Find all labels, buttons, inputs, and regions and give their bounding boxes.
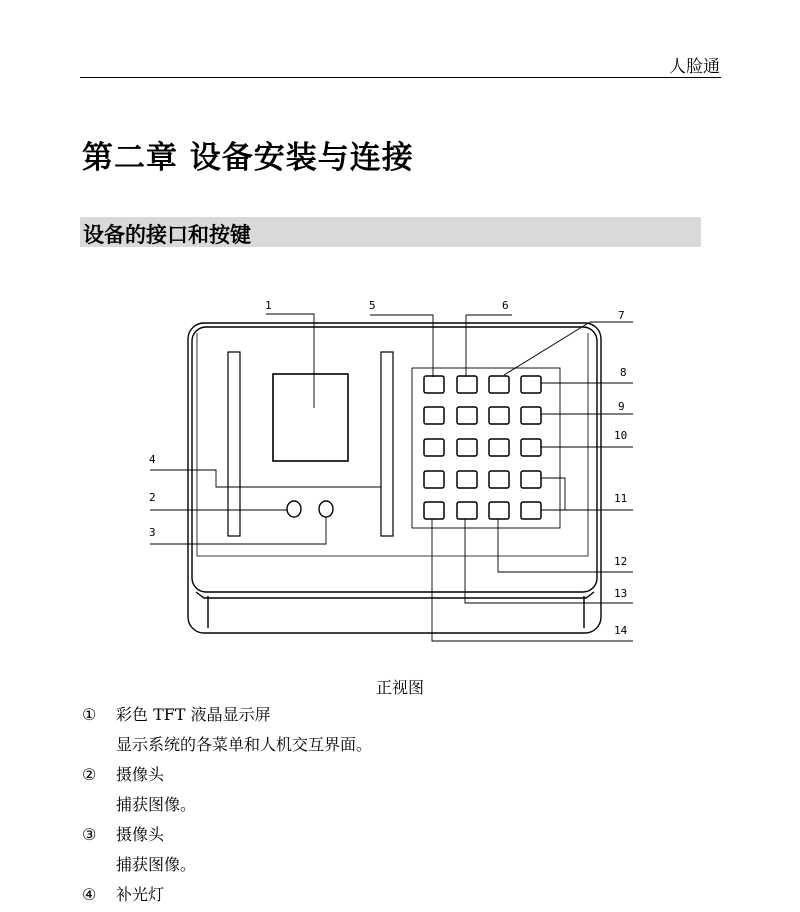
figure-caption: 正视图 <box>375 678 424 697</box>
item-description: 捕获图像。 <box>116 795 197 814</box>
key <box>424 407 444 424</box>
item-number: ② <box>82 765 97 784</box>
callout-9: 9 <box>618 400 625 413</box>
camera-right <box>319 501 333 517</box>
item-label: 摄像头 <box>116 825 165 844</box>
key <box>457 376 477 393</box>
callout-2: 2 <box>149 491 156 504</box>
key <box>489 376 509 393</box>
key <box>489 439 509 456</box>
key <box>457 407 477 424</box>
item-label: 彩色 TFT 液晶显示屏 <box>116 705 271 724</box>
item-description: 显示系统的各菜单和人机交互界面。 <box>116 735 373 754</box>
keypad-keys <box>424 376 541 519</box>
device-front-panel <box>192 327 597 592</box>
key <box>521 376 541 393</box>
callout-10: 10 <box>614 429 628 442</box>
callout-12: 12 <box>614 555 628 568</box>
callout-1: 1 <box>265 299 272 312</box>
key <box>424 471 444 488</box>
list-item <box>82 882 372 912</box>
item-description: 捕获图像。 <box>116 855 197 874</box>
callout-6: 6 <box>502 299 509 312</box>
item-label: 摄像头 <box>116 765 165 784</box>
key <box>489 407 509 424</box>
key <box>457 471 477 488</box>
list-item <box>82 762 372 792</box>
callout-14: 14 <box>614 624 628 637</box>
callout-5: 5 <box>369 299 376 312</box>
key <box>457 502 477 519</box>
key <box>521 407 541 424</box>
key <box>424 439 444 456</box>
key <box>521 502 541 519</box>
callout-8: 8 <box>620 366 627 379</box>
callout-13: 13 <box>614 587 628 600</box>
fill-light-right <box>381 352 393 536</box>
key <box>424 376 444 393</box>
callout-7: 7 <box>618 309 625 322</box>
key <box>521 471 541 488</box>
header-rule <box>80 77 721 78</box>
fill-light-left <box>228 352 240 536</box>
callout-11: 11 <box>614 492 628 505</box>
callout-3: 3 <box>149 526 156 539</box>
device-base <box>196 592 594 598</box>
key <box>489 502 509 519</box>
device-outer-body <box>188 323 601 633</box>
chapter-title: 第二章 设备安装与连接 <box>82 140 414 176</box>
tft-screen <box>273 374 348 461</box>
item-number: ④ <box>82 885 97 904</box>
section-bar <box>80 217 701 247</box>
list-item <box>82 702 372 732</box>
keypad-frame <box>412 368 560 528</box>
key <box>521 439 541 456</box>
header-title: 人脸通 <box>669 57 720 77</box>
device-front-view-diagram <box>0 290 800 660</box>
item-label: 补光灯 <box>116 885 165 904</box>
section-title: 设备的接口和按键 <box>83 223 251 247</box>
callout-numbers <box>149 299 628 637</box>
component-list <box>82 702 372 912</box>
item-number: ① <box>82 705 97 724</box>
key <box>424 502 444 519</box>
camera-left <box>287 501 301 517</box>
key <box>457 439 477 456</box>
list-item <box>82 822 372 852</box>
key <box>489 471 509 488</box>
callout-4: 4 <box>149 453 156 466</box>
item-number: ③ <box>82 825 97 844</box>
